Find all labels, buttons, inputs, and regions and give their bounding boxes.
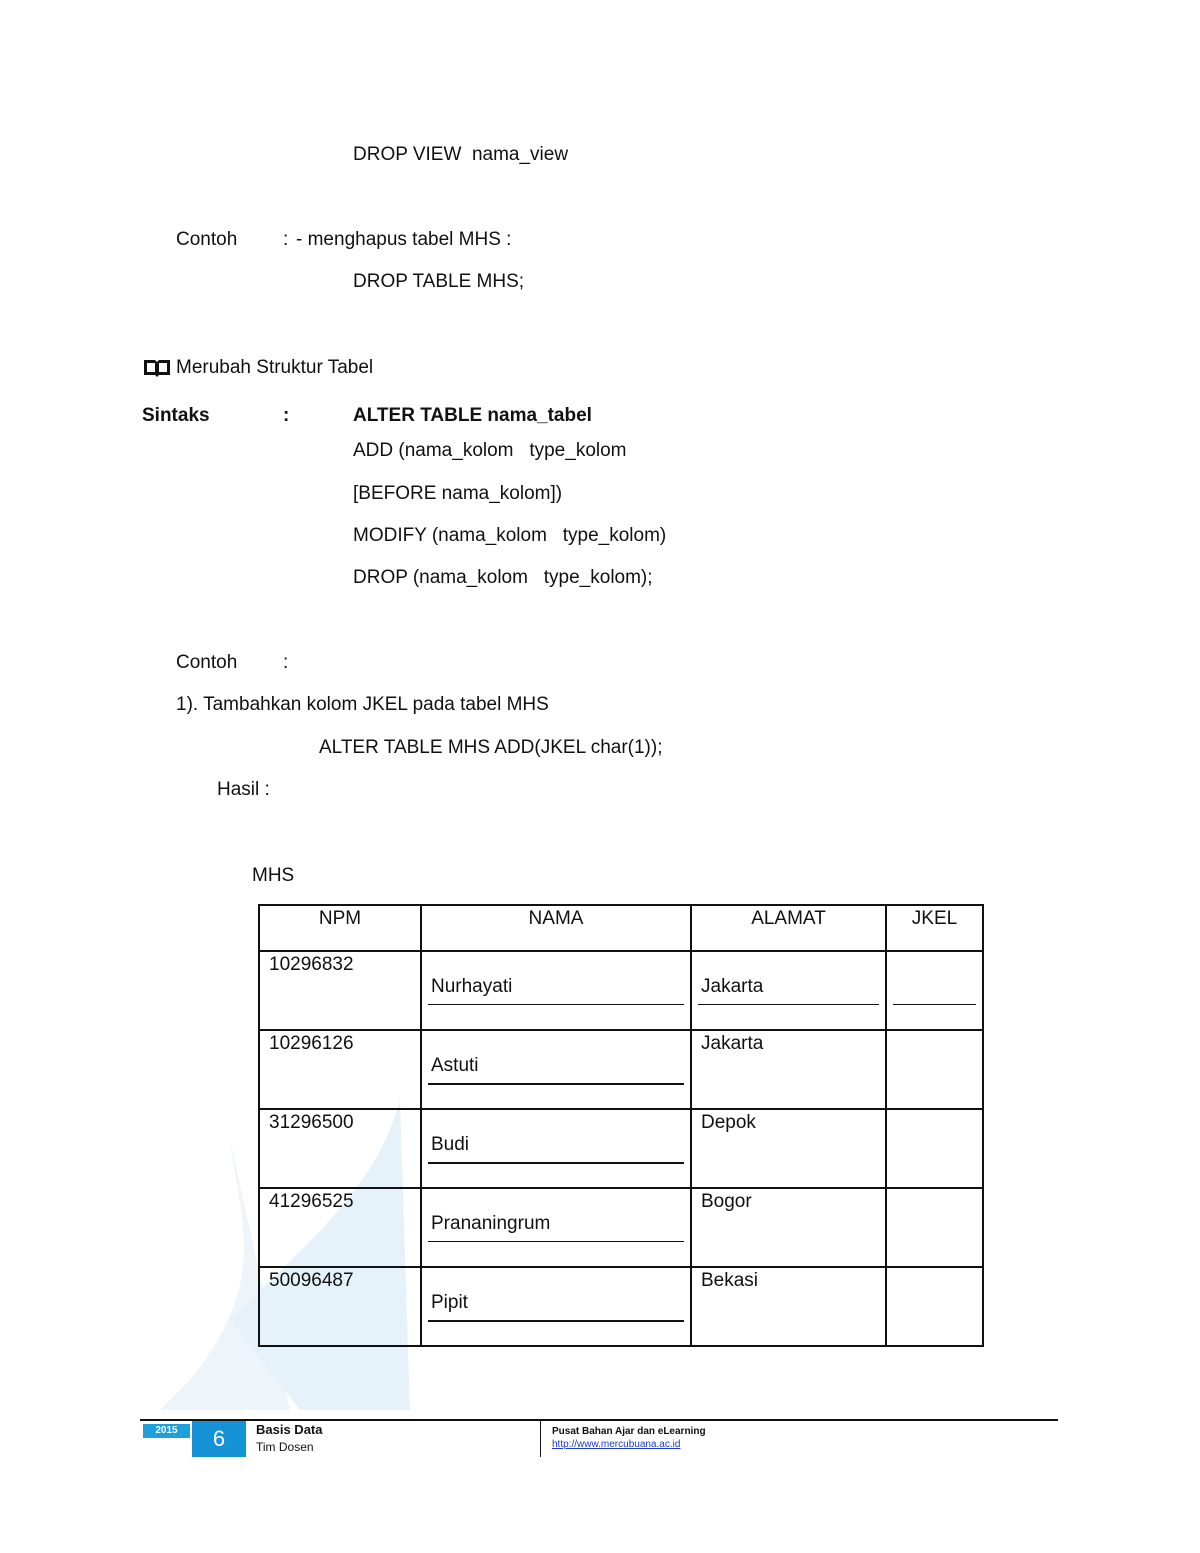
npm-cell: [259, 1030, 421, 1109]
drop-view-syntax: DROP VIEW nama_view: [353, 144, 569, 165]
alamat-value: Depok: [701, 1112, 756, 1133]
alamat-value: Jakarta: [701, 1033, 764, 1054]
table-header-row: [259, 905, 983, 951]
syntax-line: [BEFORE nama_kolom]): [353, 483, 563, 504]
npm-value: 10296832: [269, 954, 354, 975]
footer-institution: Pusat Bahan Ajar dan eLearning: [552, 1426, 706, 1437]
jkel-cell: [886, 1267, 983, 1346]
drop-table-code: DROP TABLE MHS;: [353, 271, 525, 292]
alamat-cell: [691, 1188, 886, 1267]
example-description: - menghapus tabel MHS :: [296, 229, 512, 250]
footer-year-badge: 2015: [143, 1424, 190, 1438]
alamat-cell: [691, 1030, 886, 1109]
jkel-cell: [886, 1109, 983, 1188]
underline: [893, 1004, 976, 1005]
column-header: JKEL: [886, 905, 983, 951]
underline: [428, 1320, 684, 1322]
npm-cell: [259, 1188, 421, 1267]
alamat-value: Jakarta: [701, 976, 764, 997]
column-header: NPM: [259, 905, 421, 951]
example-label: Contoh: [176, 229, 238, 250]
jkel-cell: [886, 1030, 983, 1109]
npm-cell: [259, 1267, 421, 1346]
mhs-table: [258, 904, 984, 1347]
example-separator: :: [283, 652, 289, 673]
example-separator: :: [283, 229, 289, 250]
underline: [428, 1004, 684, 1005]
table-row: [259, 1267, 983, 1346]
underline: [428, 1083, 684, 1085]
nama-cell: [421, 1267, 691, 1346]
footer-divider: [540, 1421, 541, 1457]
syntax-line: ALTER TABLE nama_tabel: [353, 405, 592, 426]
npm-value: 50096487: [269, 1270, 354, 1291]
jkel-cell: [886, 951, 983, 1030]
syntax-line: MODIFY (nama_kolom type_kolom): [353, 525, 667, 546]
book-icon: [143, 358, 171, 378]
nama-value: Astuti: [431, 1055, 479, 1076]
alamat-value: Bogor: [701, 1191, 752, 1212]
result-label: Hasil :: [217, 779, 270, 800]
column-header: NAMA: [421, 905, 691, 951]
page-number: 6: [192, 1421, 246, 1457]
footer-author: Tim Dosen: [256, 1440, 314, 1454]
table-caption: MHS: [252, 865, 295, 886]
nama-cell: [421, 951, 691, 1030]
footer-url-link[interactable]: http://www.mercubuana.ac.id: [552, 1439, 681, 1450]
alter-table-code: ALTER TABLE MHS ADD(JKEL char(1));: [319, 737, 663, 758]
npm-cell: [259, 1109, 421, 1188]
alamat-value: Bekasi: [701, 1270, 759, 1291]
alamat-cell: [691, 1109, 886, 1188]
nama-value: Prananingrum: [431, 1213, 551, 1234]
nama-value: Budi: [431, 1134, 470, 1155]
npm-value: 41296525: [269, 1191, 354, 1212]
underline: [428, 1162, 684, 1164]
table-row: [259, 1030, 983, 1109]
syntax-separator: :: [283, 405, 290, 426]
example-step: 1). Tambahkan kolom JKEL pada tabel MHS: [176, 694, 549, 715]
column-header: ALAMAT: [691, 905, 886, 951]
nama-cell: [421, 1030, 691, 1109]
footer-course-title: Basis Data: [256, 1422, 323, 1437]
alamat-cell: [691, 1267, 886, 1346]
npm-cell: [259, 951, 421, 1030]
underline: [698, 1004, 879, 1005]
syntax-line: ADD (nama_kolom type_kolom: [353, 440, 627, 461]
nama-value: Pipit: [431, 1292, 468, 1313]
npm-value: 31296500: [269, 1112, 354, 1133]
footer-rule: [140, 1419, 1058, 1421]
nama-cell: [421, 1109, 691, 1188]
underline: [428, 1241, 684, 1242]
example-label: Contoh: [176, 652, 238, 673]
nama-value: Nurhayati: [431, 976, 513, 997]
table-row: [259, 951, 983, 1030]
section-heading: Merubah Struktur Tabel: [176, 357, 374, 378]
syntax-label: Sintaks: [142, 405, 210, 426]
jkel-cell: [886, 1188, 983, 1267]
table-row: [259, 1188, 983, 1267]
syntax-line: DROP (nama_kolom type_kolom);: [353, 567, 653, 588]
nama-cell: [421, 1188, 691, 1267]
alamat-cell: [691, 951, 886, 1030]
table-row: [259, 1109, 983, 1188]
npm-value: 10296126: [269, 1033, 354, 1054]
